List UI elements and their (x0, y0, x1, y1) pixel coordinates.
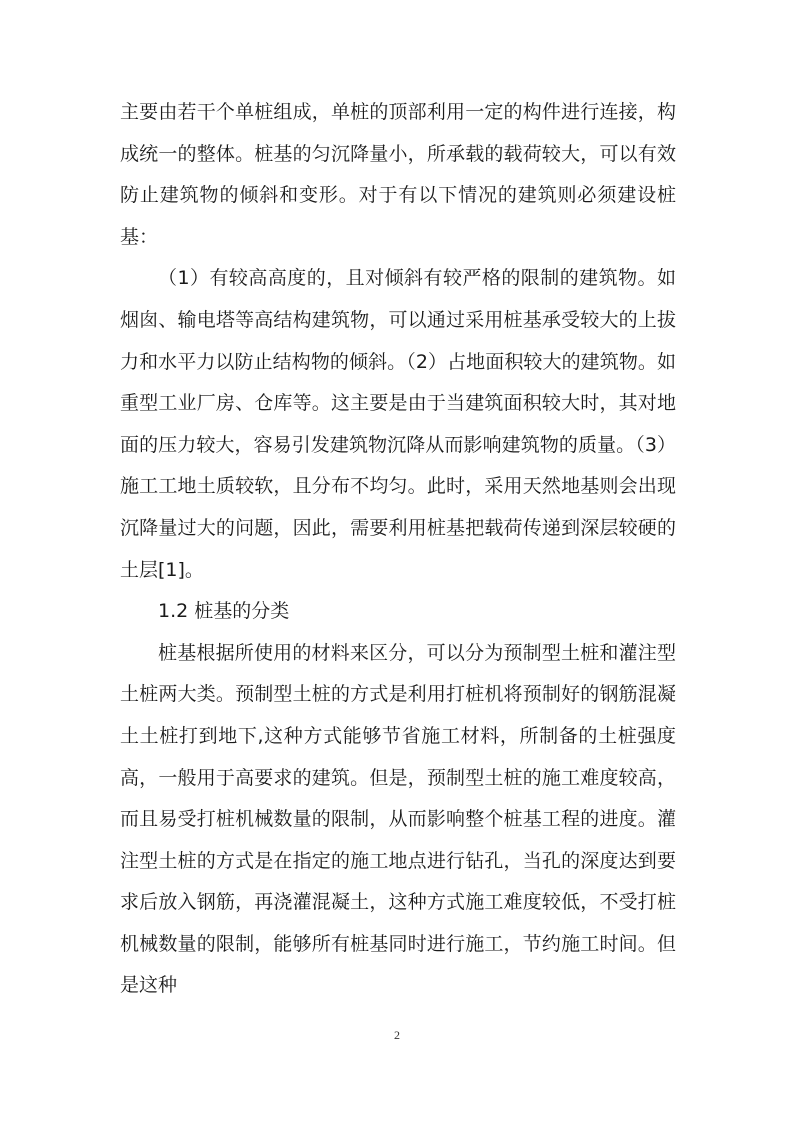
paragraph-conditions: （1）有较高高度的，且对倾斜有较严格的限制的建筑物。如烟囱、输电塔等高结构建筑物，可以通过采用桩基承受较大的上拔力和水平力以防止结构物的倾斜。（2）占地面积较大的建筑物。如重型工业厂房、仓库等。这主要是由于当建筑面积较大时，其对地面的压力较大，容易引发建筑物沉降从而影响建筑物的质量。（3）施工工地土质较软，且分布不均匀。此时，采用天然地基则会出现沉降量过大的问题，因此，需要利用桩基把载荷传递到深层较硬的土层[1]。 (120, 267, 676, 581)
paragraph-classification: 桩基根据所使用的材料来区分，可以分为预制型土桩和灌注型土桩两大类。预制型土桩的方式是利用打桩机将预制好的钢筋混凝土土桩打到地下,这种方式能够节省施工材料，所制备的土桩强度高，一般用于高要求的建筑。但是，预制型土桩的施工难度较高，而且易受打桩机械数量的限制，从而影响整个桩基工程的进度。灌注型土桩的方式是在指定的施工地点进行钻孔，当孔的深度达到要求后放入钢筋，再浇灌混凝土，这种方式施工难度较低，不受打桩机械数量的限制，能够所有桩基同时进行施工，节约施工时间。但是这种 (120, 641, 676, 997)
page-number: 2 (394, 1028, 400, 1042)
section-heading: 1.2 桩基的分类 (158, 600, 290, 623)
body-text (120, 92, 676, 1007)
paragraph-continued: 主要由若干个单桩组成，单桩的顶部利用一定的构件进行连接，构成统一的整体。桩基的匀沉降量小，所承载的载荷较大，可以有效防止建筑物的倾斜和变形。对于有以下情况的建筑则必须建设桩基： (120, 101, 676, 248)
